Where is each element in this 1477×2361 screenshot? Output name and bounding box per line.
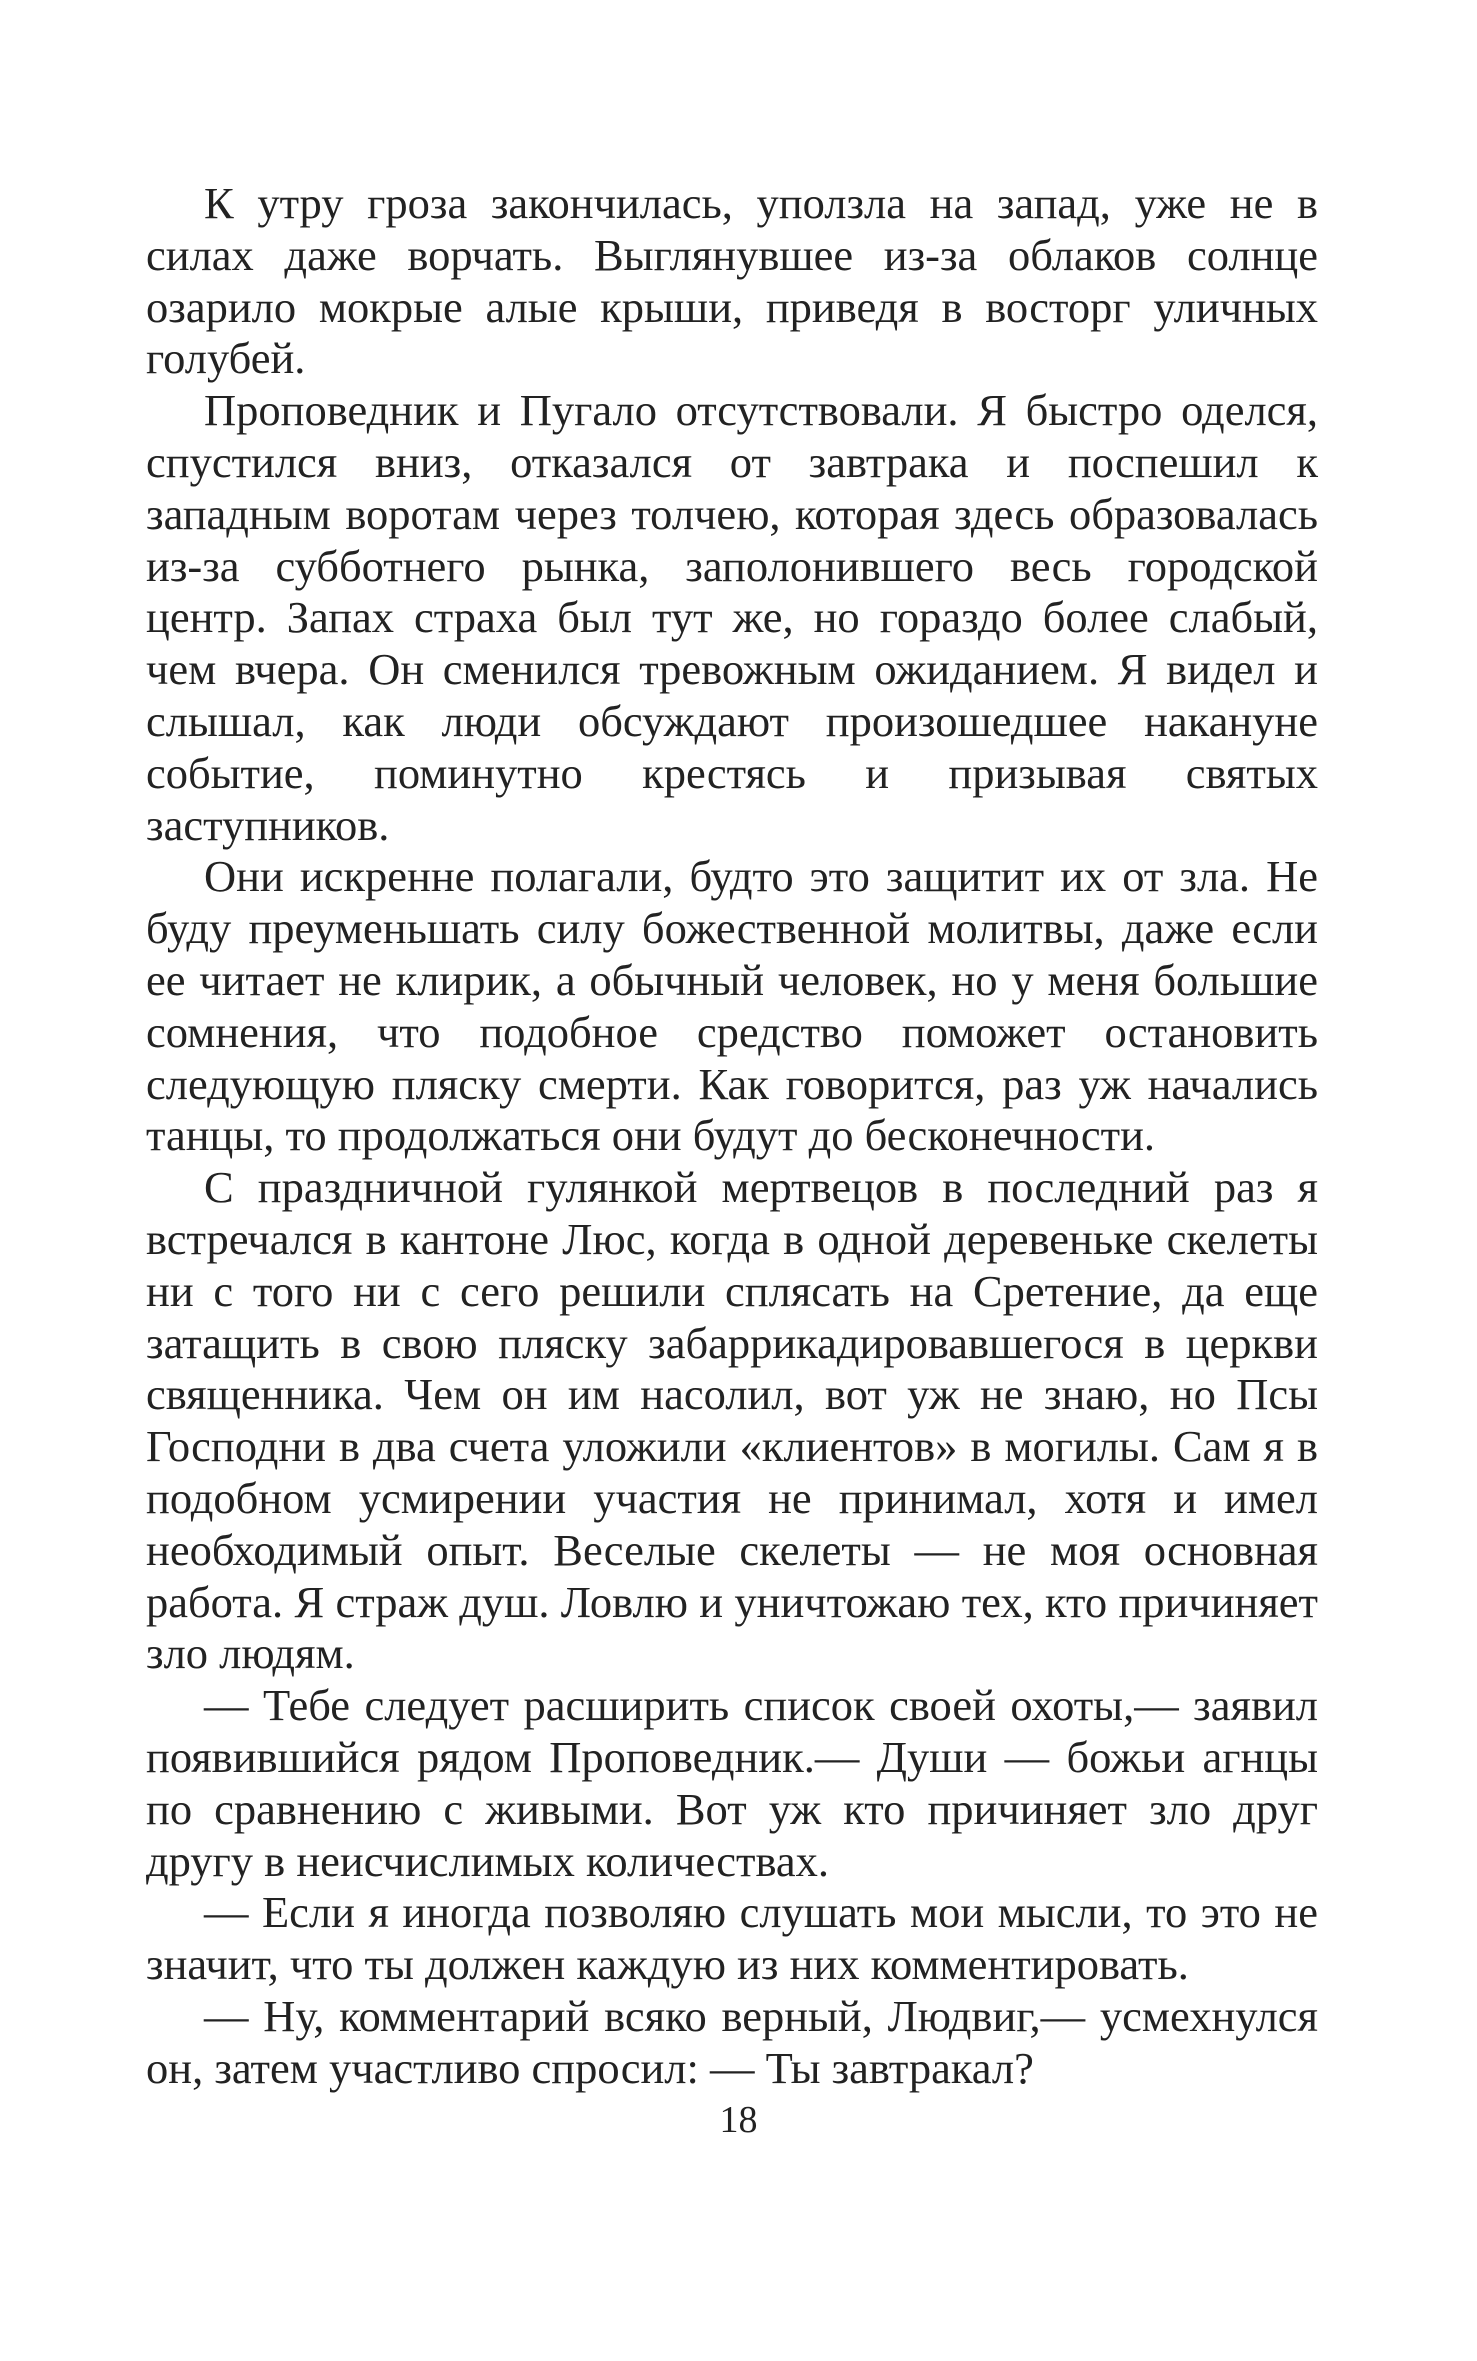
book-page-text	[146, 178, 1318, 2094]
paragraph: С праздничной гулянкой мертвецов в последний раз я встречался в кантоне Люс, когда в одной деревеньке скелеты ни с того ни с сего решили сплясать на Сретение, да еще затащить в свою пляску забаррикадировавшегося в церкви священника. Чем он им насолил, вот уж не знаю, но Псы Господни в два счета уложили «клиентов» в могилы. Сам я в подобном усмирении участия не принимал, хотя и имел необходимый опыт. Веселые скелеты — не моя основная работа. Я страж душ. Ловлю и уничтожаю тех, кто причиняет зло людям.	[146, 1162, 1318, 1679]
paragraph: Они искренне полагали, будто это защитит их от зла. Не буду преуменьшать силу божественной молитвы, даже если ее читает не клирик, а обычный человек, но у меня большие сомнения, что подобное средство поможет остановить следующую пляску смерти. Как говорится, раз уж начались танцы, то продолжаться они будут до бесконечности.	[146, 851, 1318, 1161]
page-number: 18	[719, 2099, 758, 2141]
paragraph: К утру гроза закончилась, уползла на запад, уже не в силах даже ворчать. Выглянувшее из-за облаков солнце озарило мокрые алые крыши, приведя в восторг уличных голубей.	[146, 178, 1318, 384]
paragraph: Проповедник и Пугало отсутствовали. Я быстро оделся, спустился вниз, отказался от завтрака и поспешил к западным воротам через толчею, которая здесь образовалась из-за субботнего рынка, заполонившего весь городской центр. Запах страха был тут же, но гораздо более слабый, чем вчера. Он сменился тревожным ожиданием. Я видел и слышал, как люди обсуждают произошедшее накануне событие, поминутно крестясь и призывая святых заступников.	[146, 385, 1318, 850]
dialogue-paragraph: — Тебе следует расширить список своей охоты,— заявил появившийся рядом Проповедник.— Души — божьи агнцы по сравнению с живыми. Вот уж кто причиняет зло друг другу в неисчислимых количествах.	[146, 1680, 1318, 1886]
dialogue-paragraph: — Если я иногда позволяю слушать мои мысли, то это не значит, что ты должен каждую из них комментировать.	[146, 1887, 1318, 1990]
dialogue-paragraph: — Ну, комментарий всяко верный, Людвиг,— усмехнулся он, затем участливо спросил: — Ты завтракал?	[146, 1990, 1318, 2093]
